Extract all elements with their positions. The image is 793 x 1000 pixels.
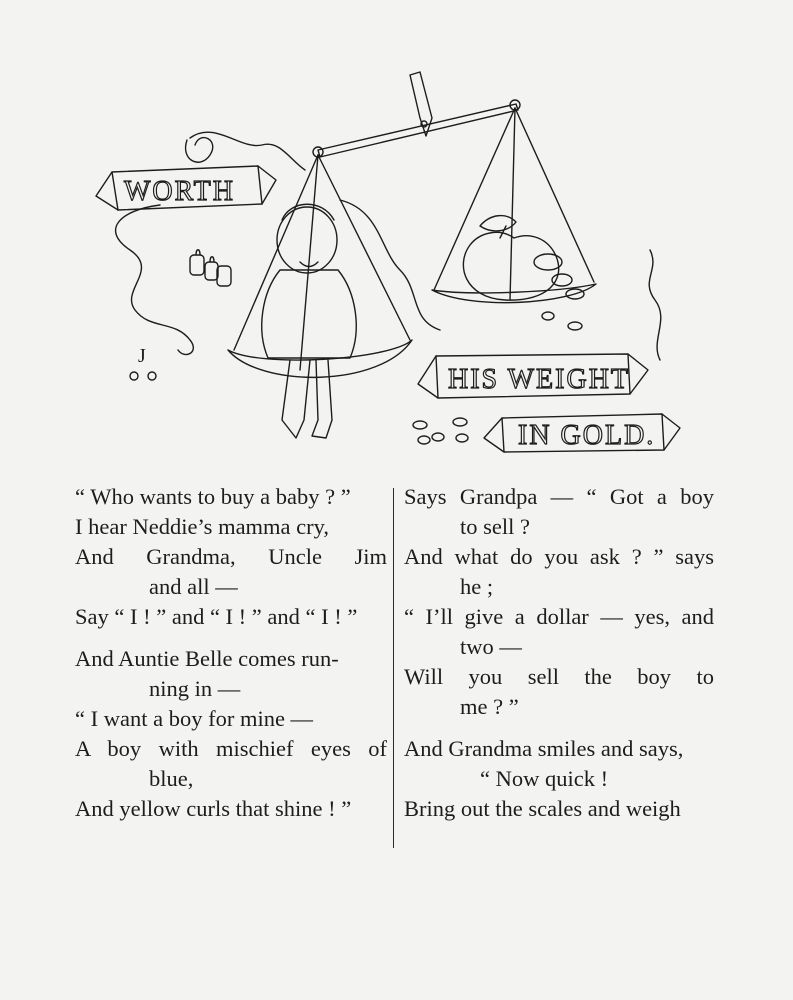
poem-line: And yellow curls that shine ! ” bbox=[75, 796, 352, 821]
poem-line: And Grandma smiles and says, bbox=[404, 736, 684, 761]
ribbon-swirl-left bbox=[186, 138, 213, 163]
right-pan-strings bbox=[434, 108, 594, 300]
weights bbox=[190, 250, 231, 286]
money-bag bbox=[463, 216, 584, 330]
poem-line: me ? ” bbox=[460, 694, 519, 719]
poem-line: “ Who wants to buy a baby ? ” bbox=[75, 484, 351, 509]
poem-line: “ Now quick ! bbox=[480, 766, 609, 791]
poem-line: I hear Neddie’s mamma cry, bbox=[75, 514, 330, 539]
poem-line: Bring out the scales and weigh bbox=[404, 796, 681, 821]
poem-line: and all — bbox=[149, 574, 238, 599]
poem-left-column bbox=[75, 482, 387, 824]
monogram-text: J bbox=[138, 345, 146, 367]
baby-figure bbox=[262, 204, 356, 438]
coins bbox=[413, 418, 468, 444]
banner-right-bottom-text: IN GOLD. bbox=[518, 420, 656, 451]
poem-line: A boy with mischief eyes of bbox=[75, 736, 387, 761]
ribbon-right bbox=[340, 200, 661, 360]
poem-line: And Auntie Belle comes run- bbox=[75, 646, 339, 671]
poem-line: And Grandma, Uncle Jim bbox=[75, 544, 387, 569]
poem-line: ning in — bbox=[149, 676, 241, 701]
poem-line: And what do you ask ? ” says bbox=[404, 544, 714, 569]
poem-line: blue, bbox=[149, 766, 194, 791]
scale-beam bbox=[313, 100, 520, 157]
poem-right-column bbox=[404, 482, 714, 824]
flower-ornament bbox=[130, 372, 156, 380]
poem-line: Say “ I ! ” and “ I ! ” and “ I ! ” bbox=[75, 604, 358, 629]
poem-line: “ I want a boy for mine — bbox=[75, 706, 314, 731]
poem-line: “ I’ll give a dollar — yes, and bbox=[404, 604, 714, 629]
banner-left-text: WORTH bbox=[124, 176, 235, 207]
column-divider bbox=[393, 488, 394, 848]
scales-illustration bbox=[0, 0, 793, 470]
poem-line: two — bbox=[460, 634, 522, 659]
banner-right-top-text: HIS WEIGHT bbox=[448, 364, 631, 395]
poem-line: Says Grandpa — “ Got a boy bbox=[404, 484, 714, 509]
poem-line: Will you sell the boy to bbox=[404, 664, 714, 689]
poem-line: to sell ? bbox=[460, 514, 530, 539]
poem-line: he ; bbox=[460, 574, 494, 599]
